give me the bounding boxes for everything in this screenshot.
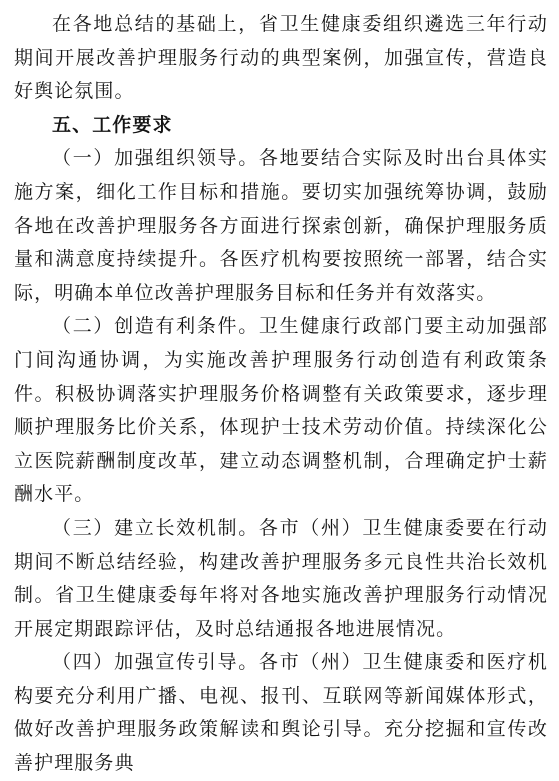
requirement-item-3 [14,512,548,646]
requirement-item-1 [14,142,548,310]
document-page [14,0,548,781]
section-heading: 五、工作要求 [52,113,173,136]
requirement-item-4 [14,646,548,780]
item-4-body: 各市（州）卫生健康委和医疗机构要充分利用广播、电视、报刊、互联网等新闻媒体形式，做好改善护理服务政策解读和舆论引导。充分挖掘和宣传改善护理服务典 [14,651,548,775]
item-3-lead: （三）建立长效机制。 [52,516,259,539]
intro-paragraph: 在各地总结的基础上，省卫生健康委组织遴选三年行动期间开展改善护理服务行动的典型案例，加强宣传，营造良好舆论氛围。 [14,13,548,103]
item-4-lead: （四）加强宣传引导。 [52,651,259,674]
item-1-body: 各地要结合实际及时出台具体实施方案，细化工作目标和措施。要切实加强统筹协调，鼓励各地在改善护理服务各方面进行探索创新，确保护理服务质量和满意度持续提升。各医疗机构要按照统一部署，结合实际，明确本单位改善护理服务目标和任务并有效落实。 [14,147,548,304]
item-1-lead: （一）加强组织领导。 [52,147,259,170]
requirement-item-2 [14,310,548,512]
item-2-lead: （二）创造有利条件。 [52,315,259,338]
item-2-body: 卫生健康行政部门要主动加强部门间沟通协调，为实施改善护理服务行动创造有利政策条件。积极协调落实护理服务价格调整有关政策要求，逐步理顺护理服务比价关系，体现护士技术劳动价值。持续深化公立医院薪酬制度改革，建立动态调整机制，合理确定护士薪酬水平。 [14,315,548,506]
item-3-body: 各市（州）卫生健康委要在行动期间不断总结经验，构建改善护理服务多元良性共治长效机制。省卫生健康委每年将对各地实施改善护理服务行动情况开展定期跟踪评估，及时总结通报各地进展情况。 [14,516,548,640]
